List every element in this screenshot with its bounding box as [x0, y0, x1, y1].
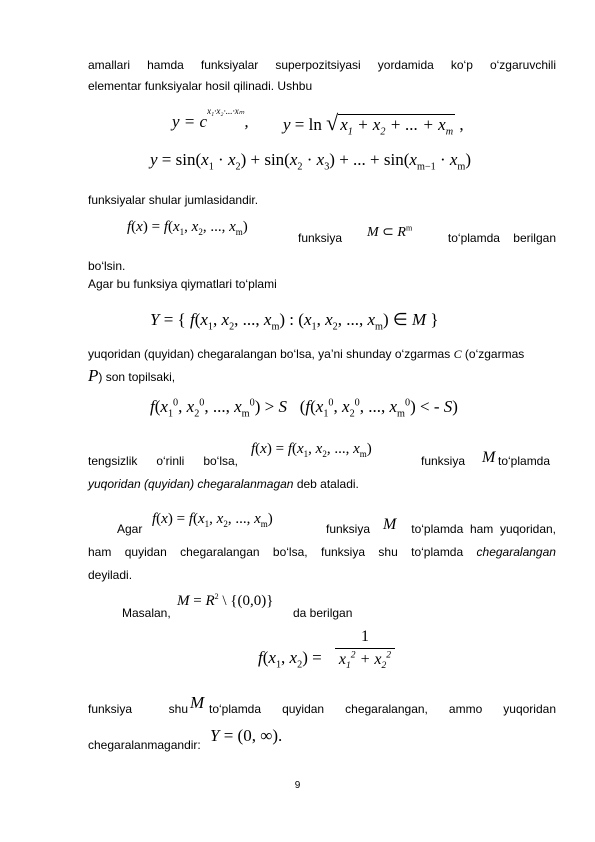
formula-f-def: $f(x) = f(x_1$, $x_2$, ..., $x_m$) [152, 511, 273, 529]
formula-inequality: $f(x_1^0$, $x_2^0$, ..., $x_m^0) > S$ ($f(x_1^0$, $x_2^0$, ..., $x_m^0$) < - S) [150, 397, 458, 420]
paragraph-line [88, 58, 556, 72]
word: funksiyalar [200, 58, 259, 72]
formula-f-def: $f(x) = f(x_1$, $x_2$, ..., $x_m$) [251, 441, 372, 459]
text-agar: Agar [117, 522, 143, 536]
paragraph-line: funksiyalar shular jumlasidandir. [88, 193, 259, 207]
paragraph-line: to‘plamda berilgan [447, 231, 556, 245]
paragraph-line: bo‘lsin. [88, 259, 126, 273]
formula-m: M [383, 516, 397, 533]
paragraph-line: ham quyidan chegaralangan bo‘lsa, funksiya shu to‘plamda chegaralangan [88, 545, 556, 559]
word: ko‘p [450, 58, 473, 72]
word: amallari [88, 58, 131, 72]
formula-m: M [190, 693, 205, 712]
formula-exp: $y = c^{x_1\cdot x_2\cdot...\cdot x_m}$, [172, 106, 249, 131]
paragraph-line: tengsizlik o‘rinli bo‘lsa, [88, 454, 238, 468]
page-number: 9 [294, 780, 301, 791]
formula-sin-sum: $y = \sin(x_1 \cdot x_2) + \sin(x_2 \cdot x_3)$ + ... + $\sin(x_{m-1} \cdot x_m)$ [150, 150, 472, 173]
word: o‘zgaruvchili [489, 58, 556, 72]
text-toplamda: to‘plamda [498, 454, 551, 468]
text-funksiya: funksiya [326, 522, 371, 536]
formula-f-def: $f(x) = f(x_1$, $x_2$, ..., $x_m$) [127, 219, 248, 237]
paragraph-line: da berilgan [293, 606, 353, 620]
fraction-numerator: 1 [361, 628, 369, 645]
formula-m: M [482, 449, 496, 466]
paragraph-line: to‘plamda quyidan chegaralangan, ammo yuqoridan [209, 702, 556, 716]
word: hamda [147, 58, 184, 72]
paragraph-line: elementar funksiyalar hosil qilinadi. Ushbu [88, 79, 313, 93]
formula-ln: y = ln √ $x_1 + x_2$ + ... + $x_m$ , [283, 110, 464, 138]
formula-m-set: $M = R^2$ \ {(0,0)} [177, 592, 274, 609]
formula-example-fraction [335, 628, 395, 672]
word: superpozitsiyasi [275, 58, 361, 72]
fraction-denominator: $x_1^2 + x_2^2$ [338, 649, 392, 672]
word: yordamida [377, 58, 434, 72]
paragraph-line: funksiya shu [88, 702, 188, 716]
paragraph-line: yuqoridan (quyidan) chegaralanmagan deb ataladi. [88, 477, 359, 491]
paragraph-line: yuqoridan (quyidan) chegaralangan bo‘lsa, ya’ni shunday o‘zgarmas C (o‘zgarmas [88, 347, 525, 361]
paragraph-line: P) son topilsaki, [88, 366, 176, 385]
paragraph-line: chegaralanmagandir: [88, 738, 201, 752]
formula-y-set: Y = { $f(x_1$, $x_2$, ..., $x_m$) : ($x_1$, $x_2$, ..., $x_m$) ∈ M } [150, 310, 439, 333]
formula-y-range: Y = (0, ∞). [210, 726, 283, 745]
text-masalan: Masalan, [122, 606, 171, 620]
formula-example-lhs: $f(x_1$, $x_2$) = [258, 648, 322, 671]
text-funksiya: funksiya [298, 231, 343, 245]
paragraph-line: to‘plamda ham yuqoridan, [411, 522, 556, 536]
text-funksiya: funksiya [421, 454, 466, 468]
paragraph-line: Agar bu funksiya qiymatlari to‘plami [88, 277, 277, 291]
paragraph-line: deyiladi. [88, 568, 133, 582]
formula-m-subset: M ⊂ $R^m$ [367, 223, 413, 240]
